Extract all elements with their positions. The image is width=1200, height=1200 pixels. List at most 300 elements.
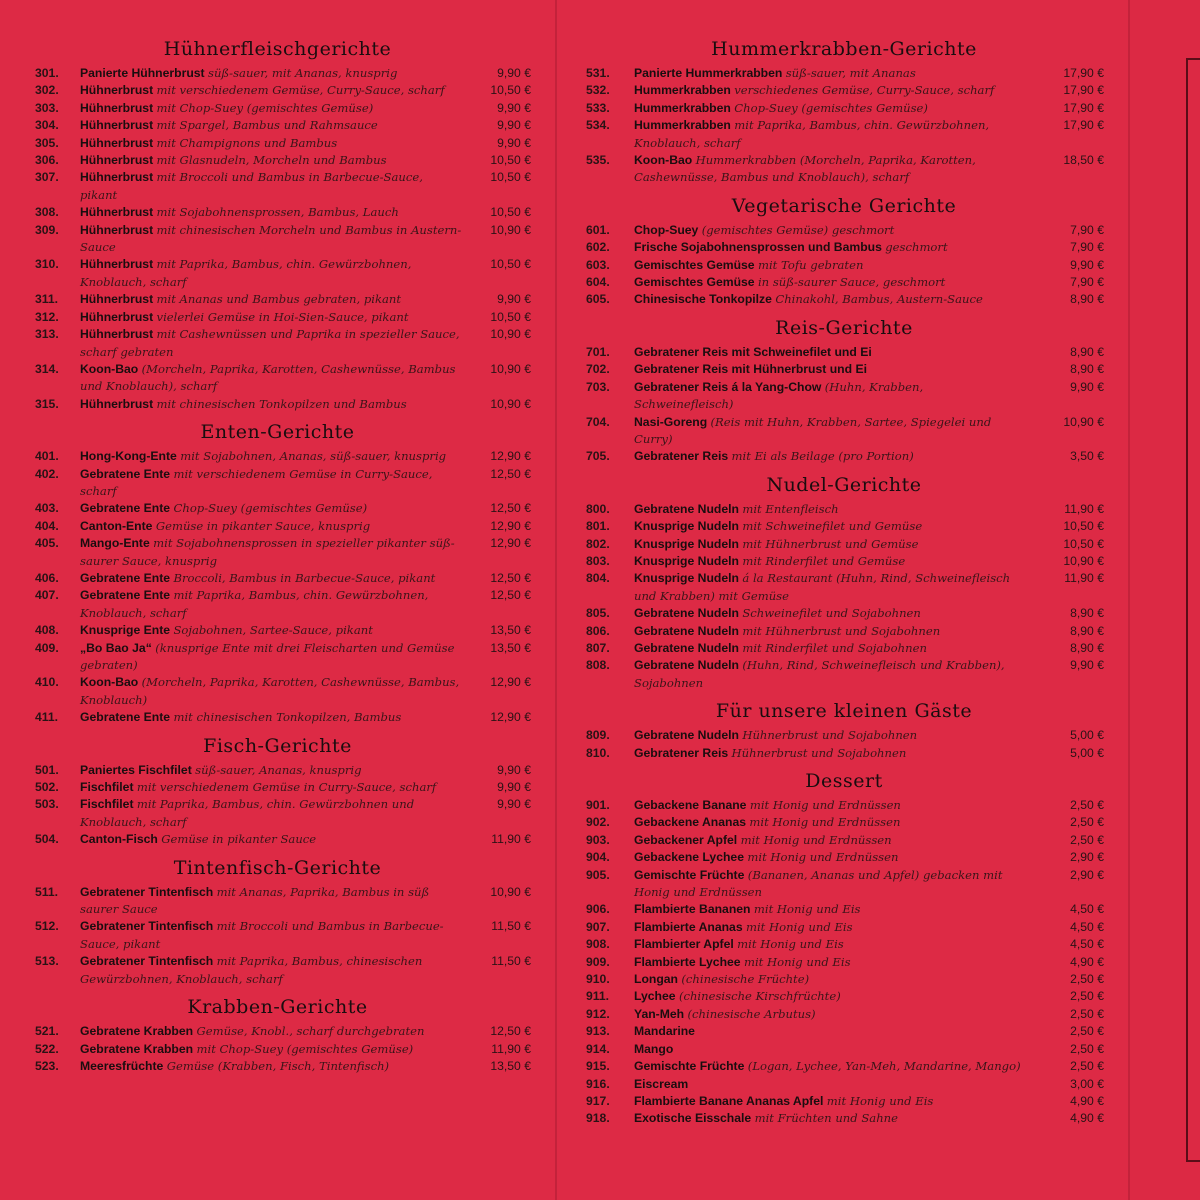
item-price: 9,90 € xyxy=(497,118,531,133)
item-name: Eiscream xyxy=(634,1076,689,1091)
item-name: Hühnerbrust xyxy=(80,118,154,133)
item-description: Hühnerbrust und Sojabohnen xyxy=(731,745,907,760)
item-description: (Morcheln, Paprika, Karotten, Cashewnüsse, Bambus, Knoblauch) xyxy=(80,675,460,707)
item-description: mit Paprika, Bambus, chinesischen Gewürzbohnen, Knoblauch, scharf xyxy=(80,954,423,986)
menu-item xyxy=(0,361,555,396)
menu-item xyxy=(0,1058,555,1075)
item-name: Gebratene Ente xyxy=(80,570,171,585)
menu-item xyxy=(558,657,1130,692)
item-number: 806. xyxy=(586,623,610,638)
item-description: in süß-saurer Sauce, geschmort xyxy=(757,275,946,290)
menu-item xyxy=(558,919,1130,936)
item-description: mit chinesischen Tonkopilzen, Bambus xyxy=(173,710,402,725)
item-description: Broccoli, Bambus in Barbecue-Sauce, pikant xyxy=(173,570,436,585)
section-title: Für unsere kleinen Gäste xyxy=(715,700,973,723)
item-number: 909. xyxy=(586,954,610,969)
item-description: mit Ananas und Bambus gebraten, pikant xyxy=(156,292,402,307)
menu-item xyxy=(558,274,1130,291)
menu-section xyxy=(558,315,1130,466)
item-description: (chinesische Früchte) xyxy=(681,972,810,987)
item-description: mit Honig und Eis xyxy=(743,954,851,969)
item-description: (chinesische Arbutus) xyxy=(687,1006,816,1021)
item-price: 9,90 € xyxy=(497,780,531,795)
item-number: 403. xyxy=(35,501,59,516)
menu-item xyxy=(0,326,555,361)
item-description: (Logan, Lychee, Yan-Meh, Mandarine, Mango) xyxy=(747,1059,1021,1074)
menu-item xyxy=(0,1023,555,1040)
item-description: (Huhn, Krabben, Schweinefleisch) xyxy=(634,379,924,412)
menu-item xyxy=(558,222,1130,239)
item-name: Hühnerbrust xyxy=(80,205,154,220)
menu-item xyxy=(0,169,555,204)
item-description: mit Spargel, Bambus und Rahmsauce xyxy=(156,118,378,133)
item-name: Knusprige Ente xyxy=(80,623,171,638)
item-number: 912. xyxy=(586,1006,610,1021)
item-price: 9,90 € xyxy=(497,292,531,307)
item-name: Hühnerbrust xyxy=(80,135,154,150)
item-price: 17,90 € xyxy=(1063,100,1104,115)
item-name: Gebratene Ente xyxy=(80,710,171,725)
item-price: 7,90 € xyxy=(1070,240,1104,255)
menu-item xyxy=(558,239,1130,256)
item-description: mit Entenfleisch xyxy=(742,501,839,516)
menu-item xyxy=(0,135,555,152)
item-number: 908. xyxy=(586,937,610,952)
item-description: mit Honig und Erdnüssen xyxy=(740,832,892,847)
menu-section xyxy=(0,733,555,849)
menu-item xyxy=(0,500,555,517)
item-name: Hühnerbrust xyxy=(80,222,154,237)
item-number: 503. xyxy=(35,797,59,812)
menu-item xyxy=(0,65,555,82)
item-description: (gemischtes Gemüse) geschmort xyxy=(701,222,895,237)
item-description: süß-sauer, mit Ananas, knusprig xyxy=(208,66,398,80)
item-price: 12,50 € xyxy=(490,466,531,481)
menu-item xyxy=(0,1041,555,1058)
item-number: 303. xyxy=(35,100,59,115)
item-number: 801. xyxy=(586,519,610,534)
item-description: mit Früchten und Sahne xyxy=(754,1111,899,1126)
menu-item xyxy=(558,814,1130,831)
menu-item xyxy=(0,152,555,169)
item-number: 701. xyxy=(586,344,610,359)
item-name: Gebratener Reis xyxy=(634,745,729,760)
item-description: mit Honig und Eis xyxy=(745,919,853,934)
item-name: Hühnerbrust xyxy=(80,153,154,168)
item-price: 10,90 € xyxy=(490,222,531,237)
item-price: 9,90 € xyxy=(497,762,531,777)
item-name: Hühnerbrust xyxy=(80,257,154,272)
menu-section xyxy=(0,994,555,1075)
item-number: 902. xyxy=(586,815,610,830)
item-description: mit Paprika, Bambus, chin. Gewürzbohnen, Knoblauch, scharf xyxy=(634,118,990,150)
menu-item xyxy=(0,291,555,308)
menu-section xyxy=(0,419,555,727)
menu-item xyxy=(0,100,555,117)
item-price: 11,90 € xyxy=(491,1041,531,1056)
item-price: 17,90 € xyxy=(1063,66,1104,80)
menu-column-right xyxy=(558,30,1130,1128)
item-number: 504. xyxy=(35,832,59,847)
menu-item xyxy=(558,1058,1130,1075)
item-number: 523. xyxy=(35,1058,59,1073)
menu-item xyxy=(558,257,1130,274)
item-price: 12,50 € xyxy=(490,1024,531,1039)
item-price: 11,90 € xyxy=(1064,501,1104,516)
item-price: 11,90 € xyxy=(1064,571,1104,586)
item-description: (Morcheln, Paprika, Karotten, Cashewnüsse, Bambus und Knoblauch), scharf xyxy=(80,361,456,394)
item-number: 512. xyxy=(35,919,59,934)
item-name: Hühnerbrust xyxy=(80,170,154,185)
item-description: süß-sauer, Ananas, knusprig xyxy=(195,762,362,777)
item-price: 8,90 € xyxy=(1070,292,1104,307)
item-price: 18,50 € xyxy=(1063,153,1104,168)
item-price: 4,90 € xyxy=(1070,954,1104,969)
item-number: 903. xyxy=(586,832,610,847)
item-number: 901. xyxy=(586,798,610,812)
item-number: 705. xyxy=(586,449,610,464)
section-title: Krabben-Gerichte xyxy=(187,996,368,1019)
item-name: Hühnerbrust xyxy=(80,83,154,98)
item-name: Knusprige Nudeln xyxy=(634,553,739,568)
item-number: 502. xyxy=(35,780,59,795)
item-name: Mandarine xyxy=(634,1024,695,1039)
item-number: 531. xyxy=(586,66,610,80)
item-description: (Reis mit Huhn, Krabben, Sartee, Spiegelei und Curry) xyxy=(634,414,992,446)
item-price: 10,90 € xyxy=(1063,414,1104,429)
item-price: 13,50 € xyxy=(490,640,531,655)
item-name: Flambierte Bananen xyxy=(634,902,751,917)
item-description: Gemüse, Knobl., scharf durchgebraten xyxy=(196,1024,425,1039)
item-price: 10,90 € xyxy=(490,327,531,342)
item-number: 405. xyxy=(35,536,59,551)
menu-item xyxy=(0,709,555,726)
menu-item xyxy=(558,1041,1130,1058)
item-description: Hummerkrabben (Morcheln, Paprika, Karotten, Cashewnüsse, Bambus und Knoblauch), scharf xyxy=(634,153,976,185)
item-price: 12,50 € xyxy=(490,588,531,603)
menu-section xyxy=(0,855,555,988)
item-number: 533. xyxy=(586,100,610,115)
item-price: 8,90 € xyxy=(1070,362,1104,377)
menu-item xyxy=(558,518,1130,535)
item-description: geschmort xyxy=(885,240,948,255)
item-number: 511. xyxy=(35,884,59,899)
item-price: 10,50 € xyxy=(490,170,531,185)
item-price: 7,90 € xyxy=(1070,275,1104,290)
item-number: 535. xyxy=(586,153,610,168)
item-name: Flambierte Banane Ananas Apfel xyxy=(634,1093,824,1108)
item-price: 10,90 € xyxy=(490,396,531,411)
item-number: 404. xyxy=(35,518,59,533)
item-name: Gebratener Tintenfisch xyxy=(80,954,214,969)
menu-item xyxy=(558,1006,1130,1023)
menu-item xyxy=(558,797,1130,814)
menu-item xyxy=(0,918,555,953)
item-price: 8,90 € xyxy=(1070,640,1104,655)
item-price: 2,50 € xyxy=(1070,972,1104,987)
item-name: Flambierte Ananas xyxy=(634,919,743,934)
menu-item xyxy=(0,884,555,919)
item-price: 12,90 € xyxy=(490,675,531,690)
item-price: 8,90 € xyxy=(1070,606,1104,621)
item-number: 804. xyxy=(586,571,610,586)
item-price: 12,50 € xyxy=(490,570,531,585)
item-description: mit Honig und Erdnüssen xyxy=(749,798,901,812)
item-number: 913. xyxy=(586,1024,610,1039)
item-number: 521. xyxy=(35,1024,59,1039)
item-name: Hong-Kong-Ente xyxy=(80,449,177,464)
item-number: 408. xyxy=(35,623,59,638)
item-description: (Bananen, Ananas und Apfel) gebacken mit Honig und Erdnüssen xyxy=(634,867,1003,900)
item-price: 5,00 € xyxy=(1070,728,1104,743)
menu-item xyxy=(558,605,1130,622)
menu-item xyxy=(558,152,1130,187)
menu-item xyxy=(558,623,1130,640)
menu-item xyxy=(558,832,1130,849)
menu-item xyxy=(558,901,1130,918)
item-name: Gebratene Nudeln xyxy=(634,728,739,743)
item-name: Gebratener Reis mit Hühnerbrust und Ei xyxy=(634,362,867,377)
item-name: Gemischte Früchte xyxy=(634,867,745,882)
item-price: 10,50 € xyxy=(1063,536,1104,551)
item-price: 8,90 € xyxy=(1070,344,1104,359)
item-number: 704. xyxy=(586,414,610,429)
menu-item xyxy=(0,466,555,501)
menu-item xyxy=(0,117,555,134)
menu-item xyxy=(558,291,1130,308)
item-name: Meeresfrüchte xyxy=(80,1058,164,1073)
item-description: Gemüse in pikanter Sauce, knusprig xyxy=(155,518,371,533)
item-number: 905. xyxy=(586,867,610,882)
item-name: Gebratener Reis xyxy=(634,449,729,464)
menu-item xyxy=(0,222,555,257)
item-name: Gebratener Reis mit Schweinefilet und Ei xyxy=(634,344,872,359)
item-price: 8,90 € xyxy=(1070,623,1104,638)
menu-item xyxy=(0,448,555,465)
item-name: Hühnerbrust xyxy=(80,327,154,342)
item-name: Nasi-Goreng xyxy=(634,414,708,429)
page-fold-left xyxy=(555,0,557,1200)
section-title: Nudel-Gerichte xyxy=(766,473,922,496)
item-price: 13,50 € xyxy=(490,623,531,638)
item-description: Sojabohnen, Sartee-Sauce, pikant xyxy=(173,623,373,638)
item-name: Gebackene Ananas xyxy=(634,815,746,830)
item-description: mit Sojabohnen, Ananas, süß-sauer, knusprig xyxy=(180,449,447,464)
item-price: 2,50 € xyxy=(1070,798,1104,812)
item-name: Fischfilet xyxy=(80,797,134,812)
menu-section xyxy=(0,36,555,413)
item-number: 604. xyxy=(586,275,610,290)
menu-item xyxy=(0,779,555,796)
item-name: Hummerkrabben xyxy=(634,100,731,115)
item-description: mit verschiedenem Gemüse in Curry-Sauce, scharf xyxy=(136,780,437,795)
menu-item xyxy=(558,936,1130,953)
item-description: mit verschiedenem Gemüse in Curry-Sauce, scharf xyxy=(80,466,433,498)
menu-item xyxy=(558,82,1130,99)
item-name: Koon-Bao xyxy=(80,361,139,376)
item-number: 310. xyxy=(35,257,59,272)
item-description: mit Paprika, Bambus, chin. Gewürzbohnen, Knoblauch, scharf xyxy=(80,257,412,289)
item-number: 522. xyxy=(35,1041,59,1056)
item-name: Gemischtes Gemüse xyxy=(634,275,755,290)
item-name: Gebratene Krabben xyxy=(80,1041,194,1056)
item-name: Mango-Ente xyxy=(80,536,150,551)
item-number: 532. xyxy=(586,83,610,98)
item-price: 9,90 € xyxy=(497,100,531,115)
item-price: 4,90 € xyxy=(1070,1093,1104,1108)
item-price: 2,90 € xyxy=(1070,867,1104,882)
item-number: 402. xyxy=(35,466,59,481)
item-price: 7,90 € xyxy=(1070,222,1104,237)
item-price: 9,90 € xyxy=(497,66,531,80)
menu-item xyxy=(558,971,1130,988)
item-name: Hühnerbrust xyxy=(80,292,154,307)
item-number: 605. xyxy=(586,292,610,307)
item-name: Knusprige Nudeln xyxy=(634,571,739,586)
item-description: mit Honig und Erdnüssen xyxy=(749,815,901,830)
menu-item xyxy=(558,553,1130,570)
item-price: 2,90 € xyxy=(1070,850,1104,865)
item-number: 807. xyxy=(586,640,610,655)
item-description: mit Sojabohnensprossen, Bambus, Lauch xyxy=(156,205,399,220)
item-price: 13,50 € xyxy=(490,1058,531,1073)
item-number: 602. xyxy=(586,240,610,255)
menu-item xyxy=(558,1023,1130,1040)
item-name: Frische Sojabohnensprossen und Bambus xyxy=(634,240,882,255)
section-title: Hühnerfleischgerichte xyxy=(163,38,392,60)
item-name: Canton-Ente xyxy=(80,518,153,533)
item-name: Yan-Meh xyxy=(634,1006,685,1021)
menu-item xyxy=(558,1093,1130,1110)
item-name: Chinesische Tonkopilze xyxy=(634,292,772,307)
item-price: 10,50 € xyxy=(490,153,531,168)
item-number: 301. xyxy=(35,66,59,80)
item-name: Chop-Suey xyxy=(634,222,699,237)
item-price: 4,90 € xyxy=(1070,1111,1104,1126)
menu-item xyxy=(558,849,1130,866)
item-description: mit Honig und Eis xyxy=(737,937,844,952)
item-price: 9,90 € xyxy=(1070,379,1104,394)
item-name: Gebratene Ente xyxy=(80,588,171,603)
item-price: 17,90 € xyxy=(1063,118,1104,133)
menu-item xyxy=(558,448,1130,465)
item-number: 410. xyxy=(35,675,59,690)
item-number: 315. xyxy=(35,396,59,411)
section-title: Hummerkrabben-Gerichte xyxy=(711,38,977,60)
item-name: Gemischte Früchte xyxy=(634,1059,745,1074)
item-description: süß-sauer, mit Ananas xyxy=(785,66,916,80)
item-number: 304. xyxy=(35,118,59,133)
item-name: Panierte Hummerkrabben xyxy=(634,66,783,80)
item-price: 10,50 € xyxy=(490,83,531,98)
menu-item xyxy=(0,396,555,413)
item-price: 2,50 € xyxy=(1070,1041,1104,1056)
menu-item xyxy=(0,204,555,221)
item-number: 411. xyxy=(35,710,59,725)
item-number: 534. xyxy=(586,118,610,133)
item-price: 12,90 € xyxy=(490,518,531,533)
item-price: 12,90 € xyxy=(490,449,531,464)
item-name: Gebratene Nudeln xyxy=(634,658,739,673)
item-number: 314. xyxy=(35,361,59,376)
item-number: 306. xyxy=(35,153,59,168)
item-description: mit Broccoli und Bambus in Barbecue-Sauce, pikant xyxy=(80,919,444,951)
item-price: 2,50 € xyxy=(1070,832,1104,847)
item-description: mit verschiedenem Gemüse, Curry-Sauce, scharf xyxy=(156,83,445,98)
item-price: 4,50 € xyxy=(1070,919,1104,934)
item-name: Gebratene Nudeln xyxy=(634,501,739,516)
item-price: 10,90 € xyxy=(1063,553,1104,568)
item-price: 3,00 € xyxy=(1070,1076,1104,1091)
item-name: Gebratene Krabben xyxy=(80,1024,194,1039)
item-price: 17,90 € xyxy=(1063,83,1104,98)
item-name: „Bo Bao Ja“ xyxy=(80,640,152,655)
item-description: Chop-Suey (gemischtes Gemüse) xyxy=(734,100,928,115)
item-name: Exotische Eisschale xyxy=(634,1111,752,1126)
menu-column-left xyxy=(0,30,555,1075)
item-price: 10,50 € xyxy=(490,205,531,220)
item-description: mit Honig und Eis xyxy=(753,902,861,917)
item-number: 911. xyxy=(586,989,610,1004)
item-price: 4,50 € xyxy=(1070,937,1104,952)
item-name: Gebratener Reis á la Yang-Chow xyxy=(634,379,822,394)
back-panel-frame xyxy=(1186,58,1200,1162)
item-description: Hühnerbrust und Sojabohnen xyxy=(742,728,918,743)
item-price: 3,50 € xyxy=(1070,449,1104,464)
item-number: 916. xyxy=(586,1076,610,1091)
item-price: 2,50 € xyxy=(1070,1006,1104,1021)
item-name: Knusprige Nudeln xyxy=(634,519,739,534)
menu-item xyxy=(0,640,555,675)
item-description: Chinakohl, Bambus, Austern-Sauce xyxy=(775,292,983,307)
item-price: 5,00 € xyxy=(1070,745,1104,760)
item-price: 10,90 € xyxy=(490,884,531,899)
item-name: Gebratener Tintenfisch xyxy=(80,919,214,934)
menu-section xyxy=(558,472,1130,692)
item-description: mit Ei als Beilage (pro Portion) xyxy=(731,449,914,464)
item-description: mit Sojabohnensprossen in spezieller pikanter süß-saurer Sauce, knusprig xyxy=(80,536,455,568)
item-price: 11,50 € xyxy=(491,919,531,934)
item-description: mit Hühnerbrust und Sojabohnen xyxy=(742,623,941,638)
item-name: Hühnerbrust xyxy=(80,309,154,324)
item-number: 601. xyxy=(586,222,610,237)
item-price: 10,50 € xyxy=(490,257,531,272)
item-description: mit Honig und Erdnüssen xyxy=(747,850,899,865)
menu-item xyxy=(558,640,1130,657)
item-description: (Huhn, Rind, Schweinefleisch und Krabben), Sojabohnen xyxy=(634,658,1005,690)
item-name: Gebratene Ente xyxy=(80,466,171,481)
item-name: Mango xyxy=(634,1041,674,1056)
item-name: Gebackener Apfel xyxy=(634,832,738,847)
item-name: Koon-Bao xyxy=(80,675,139,690)
item-number: 914. xyxy=(586,1041,610,1056)
item-number: 513. xyxy=(35,954,59,969)
item-name: Gebackene Lychee xyxy=(634,850,744,865)
item-name: Paniertes Fischfilet xyxy=(80,762,192,777)
item-description: Schweinefilet und Sojabohnen xyxy=(742,606,921,621)
item-price: 2,50 € xyxy=(1070,1059,1104,1074)
item-number: 910. xyxy=(586,972,610,987)
menu-item xyxy=(558,727,1130,744)
menu-item xyxy=(558,344,1130,361)
section-title: Dessert xyxy=(805,770,883,792)
section-title: Fisch-Gerichte xyxy=(203,734,352,757)
item-description: mit Honig und Eis xyxy=(826,1093,934,1108)
item-price: 9,90 € xyxy=(1070,257,1104,272)
menu-item xyxy=(558,100,1130,117)
item-number: 309. xyxy=(35,222,59,237)
item-number: 407. xyxy=(35,588,59,603)
